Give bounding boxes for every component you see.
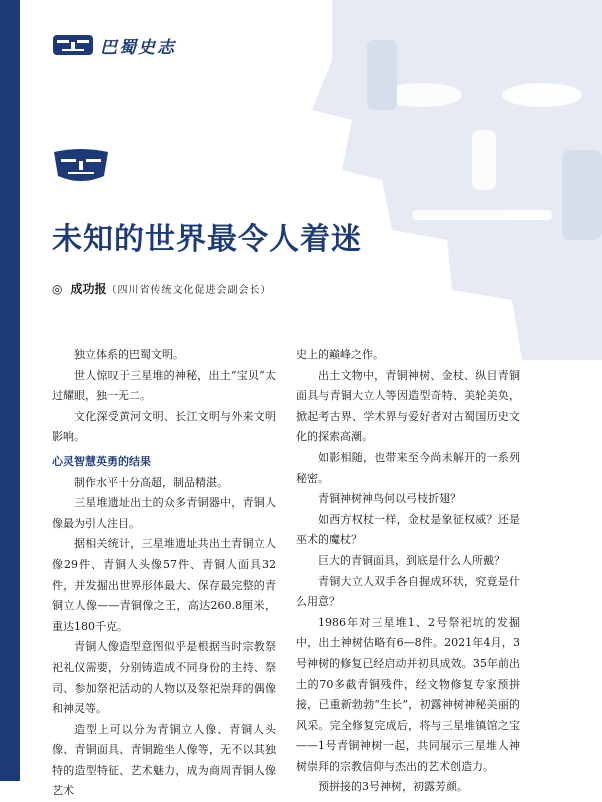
paragraph: 青铜大立人双手各自握成环状，究竟是什么用意？ (296, 574, 520, 609)
paragraph: 据相关统计，三星堆遗址共出土青铜立人像29件、青铜人头像57件、青铜人面具32件，并发掘出世界形体最大、保存最完整的青铜立人像——青铜像之王，高达260.8厘米，重达180千克。 (52, 537, 276, 633)
paragraph: 1986年对三星堆1、2号祭祀坑的发掘中，出土神树估略有6—8件。2021年4月，3号神树的修复已经启动并初具成效。35年前出土的70多截青铜残件，经文物修复专家预拼接，已重新勃勃“生长”，初露神树神秘美丽的风采。完全修复完成后，将与三星堆镇馆之宝——1号青铜神树一起，共同展示三星堆人神树崇拜的宗教信仰与杰出的艺术创造力。 (296, 615, 520, 773)
author-role: （四川省传统文化促进会副会长） (106, 285, 272, 296)
paragraph: 如影相随，也带来至今尚未解开的一系列秘密。 (296, 450, 520, 485)
left-edge-bar (0, 0, 20, 781)
section-heading: 心灵智慧英勇的结果 (52, 454, 151, 468)
paragraph: 三星堆遗址出土的众多青铜器中，青铜人像最为引人注目。 (52, 496, 276, 530)
paragraph: 文化深受黄河文明、长江文明与外来文明影响。 (52, 409, 276, 444)
left-column (52, 345, 276, 802)
author-name: 成功报 (70, 282, 107, 296)
paragraph: 世人惊叹于三星堆的神秘，出土“宝贝”太过耀眼，独一无二。 (52, 368, 276, 403)
paragraph: 青铜人像造型意图似乎是根据当时宗教祭祀礼仪需要，分别铸造成不同身份的主持、祭司、参加祭祀活动的人物以及祭祀崇拜的偶像和神灵等。 (52, 640, 276, 716)
author-mark: ◎ (52, 281, 63, 296)
article-title: 未知的世界最令人着迷 (52, 222, 362, 257)
bronze-head-watermark (272, 0, 602, 360)
paragraph: 制作水平十分高超，制品精湛。 (74, 475, 228, 489)
author-line (52, 280, 272, 297)
paragraph: 出土文物中，青铜神树、金杖、纵目青铜面具与青铜大立人等因造型奇特、美轮美奂，掀起考古界、学术界与爱好者对古蜀国历史文化的探索高潮。 (296, 368, 520, 444)
paragraph: 预拼接的3号神树，初露芳颜。 (318, 780, 468, 794)
header-title: 巴蜀史志 (100, 37, 176, 58)
right-column (296, 345, 520, 798)
bronze-mask-logo-icon (52, 32, 94, 58)
bronze-mask-icon (52, 146, 110, 184)
paragraph: 造型上可以分为青铜立人像、青铜人头像、青铜面具、青铜跪坐人像等，无不以其独特的造型特征、艺术魅力，成为商周青铜人像艺术 (52, 722, 276, 798)
header-logo (52, 32, 176, 58)
paragraph: 独立体系的巴蜀文明。 (74, 348, 184, 361)
paragraph: 巨大的青铜面具，到底是什么人所戴？ (318, 553, 505, 567)
paragraph: 史上的巅峰之作。 (296, 348, 384, 361)
paragraph: 青铜神树神鸟何以弓枝折翅？ (318, 492, 461, 506)
paragraph: 如西方权杖一样，金杖是象征权威？还是巫术的魔杖？ (296, 512, 520, 547)
